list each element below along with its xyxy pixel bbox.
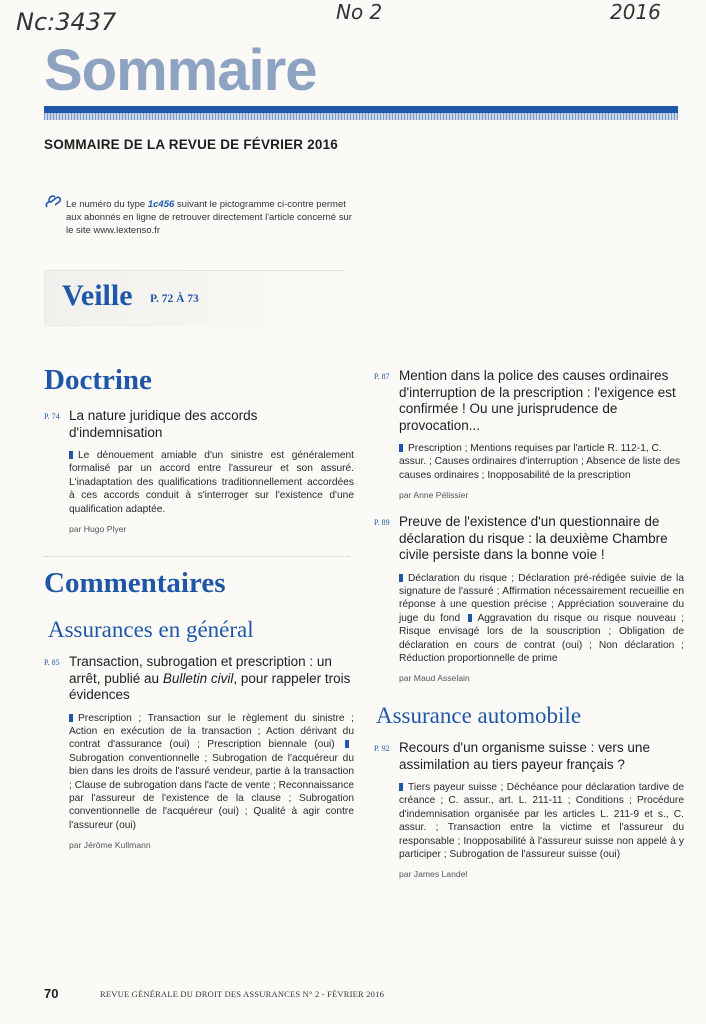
entry-title-italic: Bulletin civil [162, 670, 234, 686]
bullet-marker [345, 740, 349, 748]
entry-keywords [399, 442, 684, 482]
assurance-automobile-heading: Assurance automobile [376, 703, 582, 728]
section-divider [44, 556, 350, 557]
right-entry-1[interactable] [374, 368, 684, 500]
entry-body-text: Subrogation conventionnelle ; Subrogation de l'acquéreur du bien dans les droits de l'assuré vendeur, partie à la transaction ; Clause de subrogation dans l'acte de vente ; Reconnaissance par l'assureur de l'existence de la clause ; Subrogation conventionnelle de l'acquéreur (oui) ; Qualité à agir contre l'assureur (oui) [69, 752, 354, 831]
entry-body-text: Aggravation du risque ou risque nouveau ; Risque envisagé lors de la souscription ; Obligation de déclaration en cours de contrat (oui) ; Non déclaration ; Réduction proportionnelle de prime [399, 612, 684, 664]
entry-body-text: Prescription ; Mentions requises par l'article R. 112-1, C. assur. ; Causes ordinaires d'interruption ; Absence de liste des causes ordinaires ; Inopposabilité de la prescription [399, 443, 681, 481]
handwritten-issue-number: No 2 [336, 0, 383, 24]
entry-body-text: Tiers payeur suisse ; Déchéance pour déclaration tardive de créance ; C. assur., art. L. 211-11 ; Conditions ; Procédure d'indemnisation organisée par les articles L. 211-9 et s., C. assur. ; Transaction entre la victime et l'assureur du responsable ; Inopposabilité à l'assureur suisse non appelé à y participer ; Subrogation de l'assureur suisse (oui) [399, 782, 684, 861]
commentaires-entry[interactable] [44, 654, 354, 850]
right-entry-2[interactable] [374, 514, 684, 683]
entry-body-text: Le dénouement amiable d'un sinistre est généralement formalisé par un accord entre l'assureur et son assuré. L'inadaptation des qualifications traditionnellement accordées à ces accords conduit à s'interroger sur l'existence d'une qualification adaptée. [69, 450, 354, 515]
entry-author: par Jérôme Kullmann [69, 840, 151, 851]
bullet-marker [399, 783, 403, 791]
veille-heading: Veille [62, 279, 133, 312]
entry-title: La nature juridique des accords d'indemnisation [69, 408, 258, 440]
assurances-general-heading: Assurances en général [48, 617, 254, 642]
veille-pages: P. 72 À 73 [150, 293, 199, 305]
entry-keywords [399, 572, 684, 666]
entry-title: Preuve de l'existence d'un questionnaire de déclaration du risque : la deuxième Chambre civile persiste dans la bonne voie ! [399, 514, 668, 562]
entry-title: Recours d'un organisme suisse : vers une assimilation au tiers payeur français ? [399, 740, 650, 772]
commentaires-heading: Commentaires [44, 567, 226, 599]
entry-author: par James Landel [399, 869, 468, 880]
bullet-marker [468, 614, 472, 622]
note-code: 1c456 [147, 199, 175, 210]
entry-page: P. 89 [374, 518, 390, 527]
entry-title [69, 654, 354, 704]
online-access-note [66, 198, 356, 237]
bullet-marker [69, 451, 73, 459]
entry-author: par Hugo Plyer [69, 524, 127, 535]
link-pictogram-icon [44, 193, 64, 211]
entry-title: Mention dans la police des causes ordinaires d'interruption de la prescription : l'exigence est confirmée ! Ou une jurisprudence de provocation... [399, 368, 676, 433]
right-entry-3[interactable] [374, 740, 684, 879]
page-title: Sommaire [44, 38, 317, 103]
entry-page: P. 92 [374, 744, 390, 753]
handwritten-reference: Nc:3437 [16, 8, 117, 36]
note-text: Le numéro du type [66, 199, 148, 210]
entry-page: P. 74 [44, 412, 60, 421]
entry-body-text: Prescription ; Transaction sur le règlement du sinistre ; Action en exécution de la transaction ; Action dérivant du contrat d'assurance (oui) ; Prescription biennale (oui) [69, 712, 354, 751]
doctrine-entry[interactable] [44, 408, 354, 534]
title-rule [44, 106, 678, 120]
note-text-end: suivant le pictogramme ci-contre permet aux abonnés en ligne de retrouver directement l'article concerné sur le site www.lextenso.fr [66, 199, 352, 236]
entry-author: par Anne Pélissier [399, 490, 469, 501]
entry-title-text: Transaction, subrogation et prescription : un arrêt, publié au [69, 654, 332, 686]
entry-author: par Maud Asselain [399, 673, 470, 684]
entry-title-text-end: , pour rappeler trois évidences [69, 670, 351, 702]
bullet-marker [69, 714, 73, 722]
entry-keywords [69, 449, 354, 516]
entry-page: P. 85 [44, 658, 60, 667]
page-number: 70 [44, 986, 59, 1001]
subtitle: SOMMAIRE DE LA REVUE DE FÉVRIER 2016 [44, 137, 339, 152]
handwritten-year: 2016 [610, 0, 661, 24]
entry-page: P. 87 [374, 372, 390, 381]
bullet-marker [399, 574, 403, 582]
entry-body-text: Déclaration du risque ; Déclaration pré-rédigée suivie de la signature de l'assuré ; Affirmation nécessairement recueillie en réponse à une question précise ; Appréciation souveraine du juge du fond [399, 572, 684, 624]
footer-text: REVUE GÉNÉRALE DU DROIT DES ASSURANCES N° 2 - FÉVRIER 2016 [100, 989, 385, 999]
entry-keywords [69, 712, 354, 833]
entry-keywords [399, 781, 684, 861]
doctrine-heading: Doctrine [44, 364, 152, 396]
bullet-marker [399, 444, 403, 452]
